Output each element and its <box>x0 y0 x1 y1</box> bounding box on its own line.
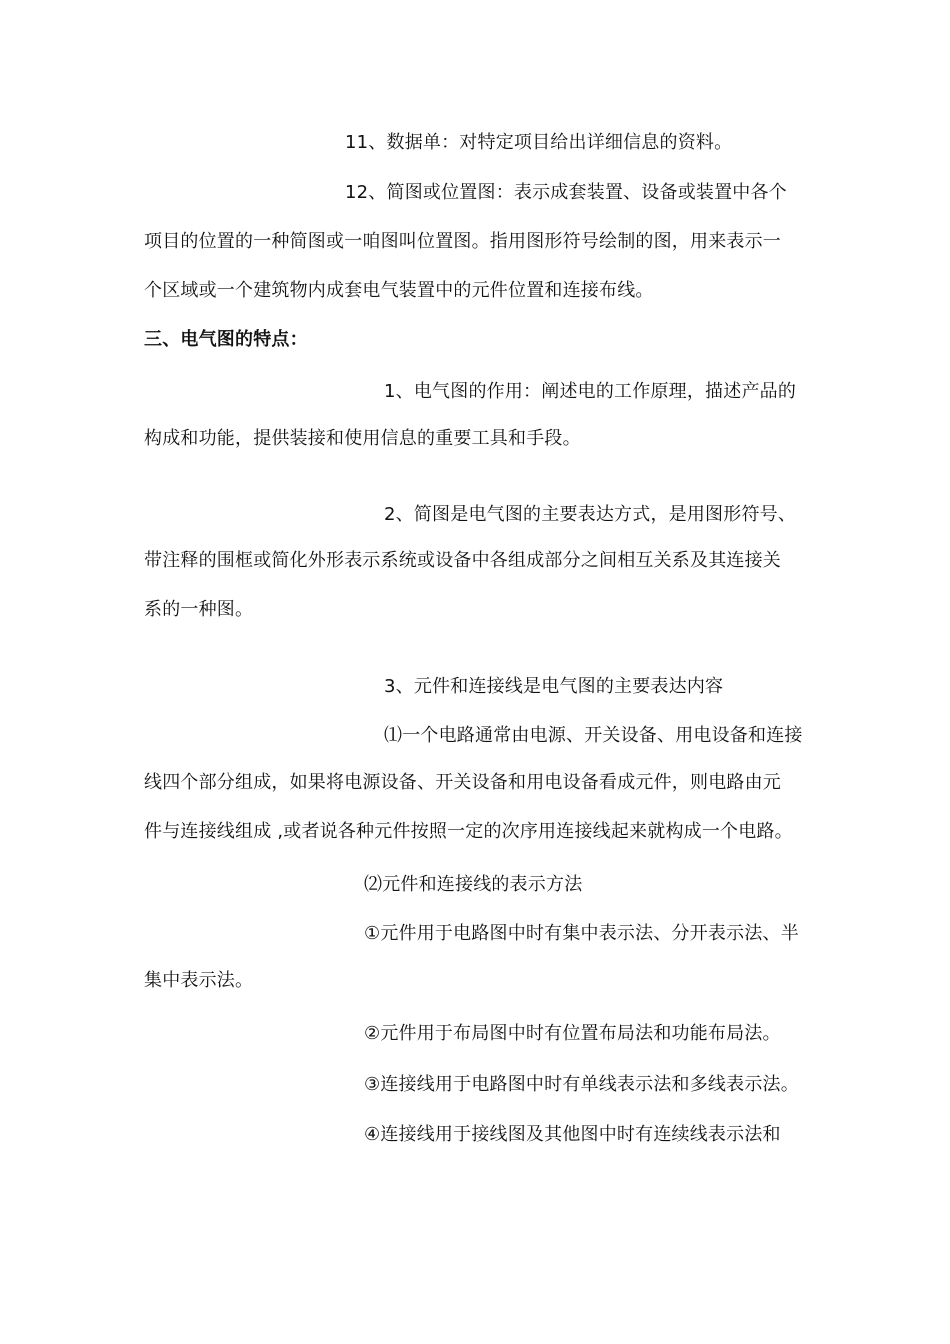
item-12-line: 12、简图或位置图：表示成套装置、设备或装置中各个 <box>345 182 787 203</box>
item-12-continuation-1: 项目的位置的一种简图或一咱图叫位置图。指用图形符号绘制的图，用来表示一 <box>144 231 781 252</box>
item-11-line: 11、数据单：对特定项目给出详细信息的资料。 <box>345 132 733 153</box>
item-12-continuation-2: 个区域或一个建筑物内成套电气装置中的元件位置和连接布线。 <box>144 280 654 301</box>
method-2-line: ②元件用于布局图中时有位置布局法和功能布局法。 <box>364 1023 781 1044</box>
point-3-line: 3、元件和连接线是电气图的主要表达内容 <box>384 676 724 697</box>
point-2-continuation-2: 系的一种图。 <box>144 599 254 620</box>
point-1-line: 1、电气图的作用：阐述电的工作原理，描述产品的 <box>384 381 797 402</box>
method-3-line: ③连接线用于电路图中时有单线表示法和多线表示法。 <box>364 1074 799 1095</box>
method-4-line: ④连接线用于接线图及其他图中时有连续线表示法和 <box>364 1124 781 1145</box>
method-1-continuation: 集中表示法。 <box>144 970 254 991</box>
subpoint-1-line: ⑴一个电路通常由电源、开关设备、用电设备和连接 <box>384 725 803 746</box>
method-1-line: ①元件用于电路图中时有集中表示法、分开表示法、半 <box>364 923 799 944</box>
point-1-continuation: 构成和功能，提供装接和使用信息的重要工具和手段。 <box>144 428 581 449</box>
section-heading: 三、电气图的特点： <box>144 329 308 350</box>
subpoint-2-line: ⑵元件和连接线的表示方法 <box>364 874 583 895</box>
subpoint-1-continuation-1: 线四个部分组成，如果将电源设备、开关设备和用电设备看成元件，则电路由元 <box>144 772 781 793</box>
subpoint-1-continuation-2: 件与连接线组成 ,或者说各种元件按照一定的次序用连接线起来就构成一个电路。 <box>144 821 793 842</box>
point-2-continuation-1: 带注释的围框或简化外形表示系统或设备中各组成部分之间相互关系及其连接关 <box>144 550 781 571</box>
point-2-line: 2、简图是电气图的主要表达方式，是用图形符号、 <box>384 504 797 525</box>
